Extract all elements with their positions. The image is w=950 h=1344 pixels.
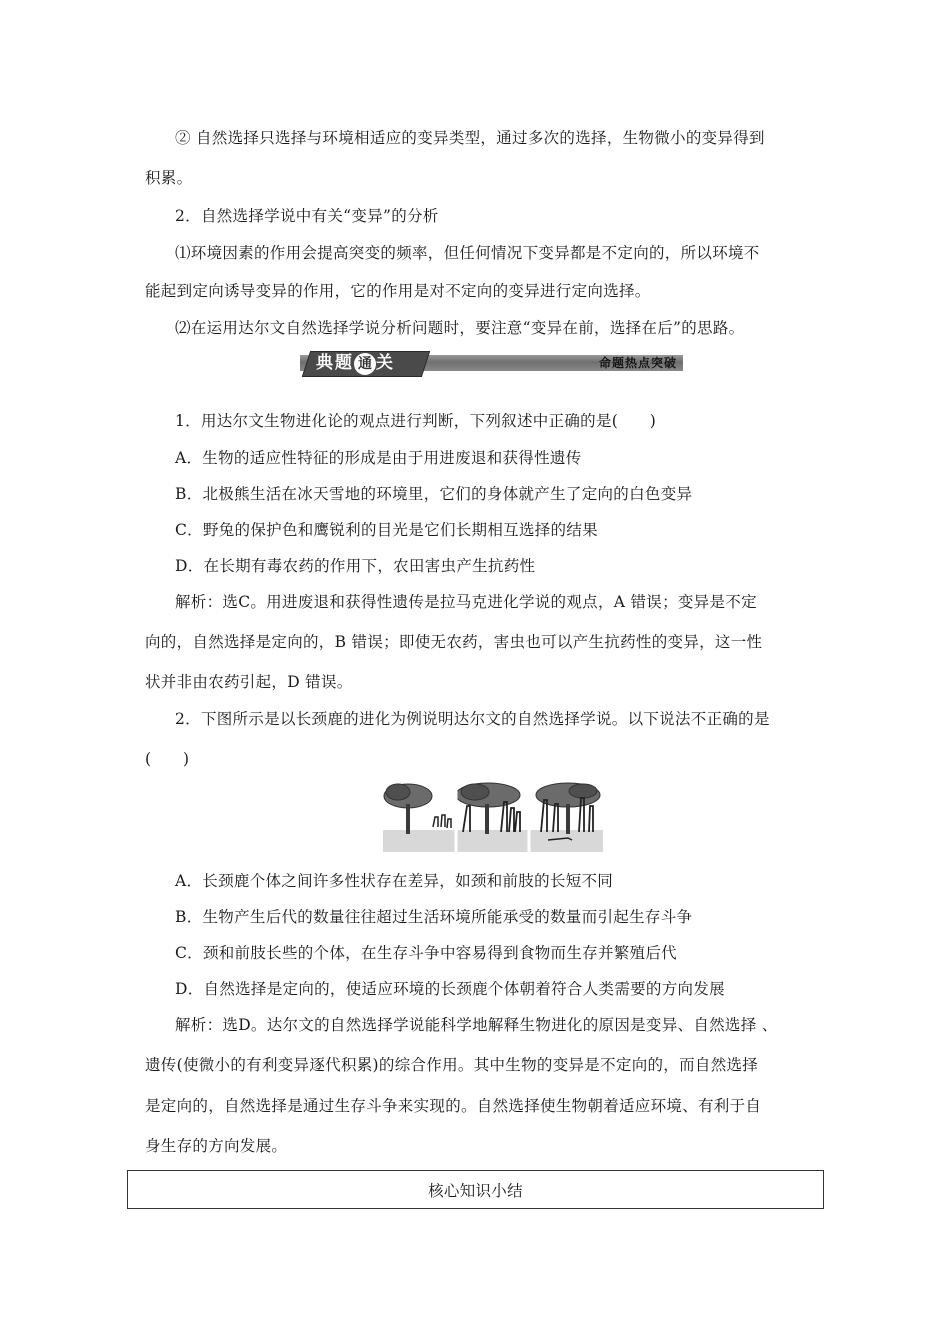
banner-title-part1: 典题 bbox=[316, 353, 354, 373]
paragraph-line: ⑴环境因素的作用会提高突变的频率，但任何情况下变异都是不定向的，所以环境不 bbox=[175, 244, 760, 262]
question-1-option-d: D．在长期有毒农药的作用下，农田害虫产生抗药性 bbox=[175, 557, 536, 575]
banner-title bbox=[316, 352, 395, 375]
question-1-analysis: 向的，自然选择是定向的，B 错误；即使无农药，害虫也可以产生抗药性的变异，这一性 bbox=[145, 633, 763, 651]
paragraph-line: ② 自然选择只选择与环境相适应的变异类型，通过多次的选择，生物微小的变异得到 bbox=[175, 129, 765, 147]
question-2-analysis: 解析：选D。达尔文的自然选择学说能科学地解释生物进化的原因是变异、自然选择 、 bbox=[175, 1016, 778, 1034]
section-heading: 2．自然选择学说中有关“变异”的分析 bbox=[175, 207, 439, 225]
question-1-stem: 1．用达尔文生物进化论的观点进行判断，下列叙述中正确的是( ) bbox=[175, 412, 657, 430]
question-1-option-a: A．生物的适应性特征的形成是由于用进废退和获得性遗传 bbox=[175, 449, 582, 467]
banner-title-circle: 通 bbox=[354, 353, 376, 375]
question-1-option-c: C．野兔的保护色和鹰锐利的目光是它们长期相互选择的结果 bbox=[175, 521, 598, 539]
section-banner bbox=[300, 351, 683, 375]
banner-subtitle: 命题热点突破 bbox=[598, 356, 677, 370]
banner-title-part2: 关 bbox=[376, 353, 395, 373]
paragraph-line: 能起到定向诱导变异的作用，它的作用是对不定向的变异进行定向选择。 bbox=[145, 282, 651, 300]
question-2-analysis: 遗传(使微小的有利变异逐代积累)的综合作用。其中生物的变异是不定向的，而自然选择 bbox=[145, 1056, 759, 1074]
summary-box bbox=[127, 1170, 824, 1209]
question-2-stem: ( ) bbox=[145, 750, 190, 768]
question-2-analysis: 是定向的，自然选择是通过生存斗争来实现的。自然选择使生物朝着适应环境、有利于自 bbox=[145, 1097, 762, 1115]
question-2-option-d: D．自然选择是定向的，使适应环境的长颈鹿个体朝着符合人类需要的方向发展 bbox=[175, 980, 725, 998]
question-2-stem: 2．下图所示是以长颈鹿的进化为例说明达尔文的自然选择学说。以下说法不正确的是 bbox=[175, 710, 770, 728]
question-2-option-c: C．颈和前肢长些的个体，在生存斗争中容易得到食物而生存并繁殖后代 bbox=[175, 944, 677, 962]
question-1-analysis: 解析：选C。用进废退和获得性遗传是拉马克进化学说的观点，A 错误；变异是不定 bbox=[175, 593, 757, 611]
paragraph-line: ⑵在运用达尔文自然选择学说分析问题时，要注意“变异在前，选择在后”的思路。 bbox=[175, 319, 745, 337]
question-2-option-a: A．长颈鹿个体之间许多性状存在差异，如颈和前肢的长短不同 bbox=[175, 872, 614, 890]
question-1-option-b: B．北极熊生活在冰天雪地的环境里，它们的身体就产生了定向的白色变异 bbox=[175, 485, 693, 503]
paragraph-line: 积累。 bbox=[145, 169, 193, 187]
summary-title: 核心知识小结 bbox=[428, 1182, 523, 1200]
question-1-analysis: 状并非由农药引起，D 错误。 bbox=[145, 673, 353, 691]
question-2-analysis: 身生存的方向发展。 bbox=[145, 1137, 288, 1155]
giraffe-evolution-figure bbox=[383, 782, 603, 852]
question-2-option-b: B．生物产生后代的数量往往超过生活环境所能承受的数量而引起生存斗争 bbox=[175, 908, 693, 926]
